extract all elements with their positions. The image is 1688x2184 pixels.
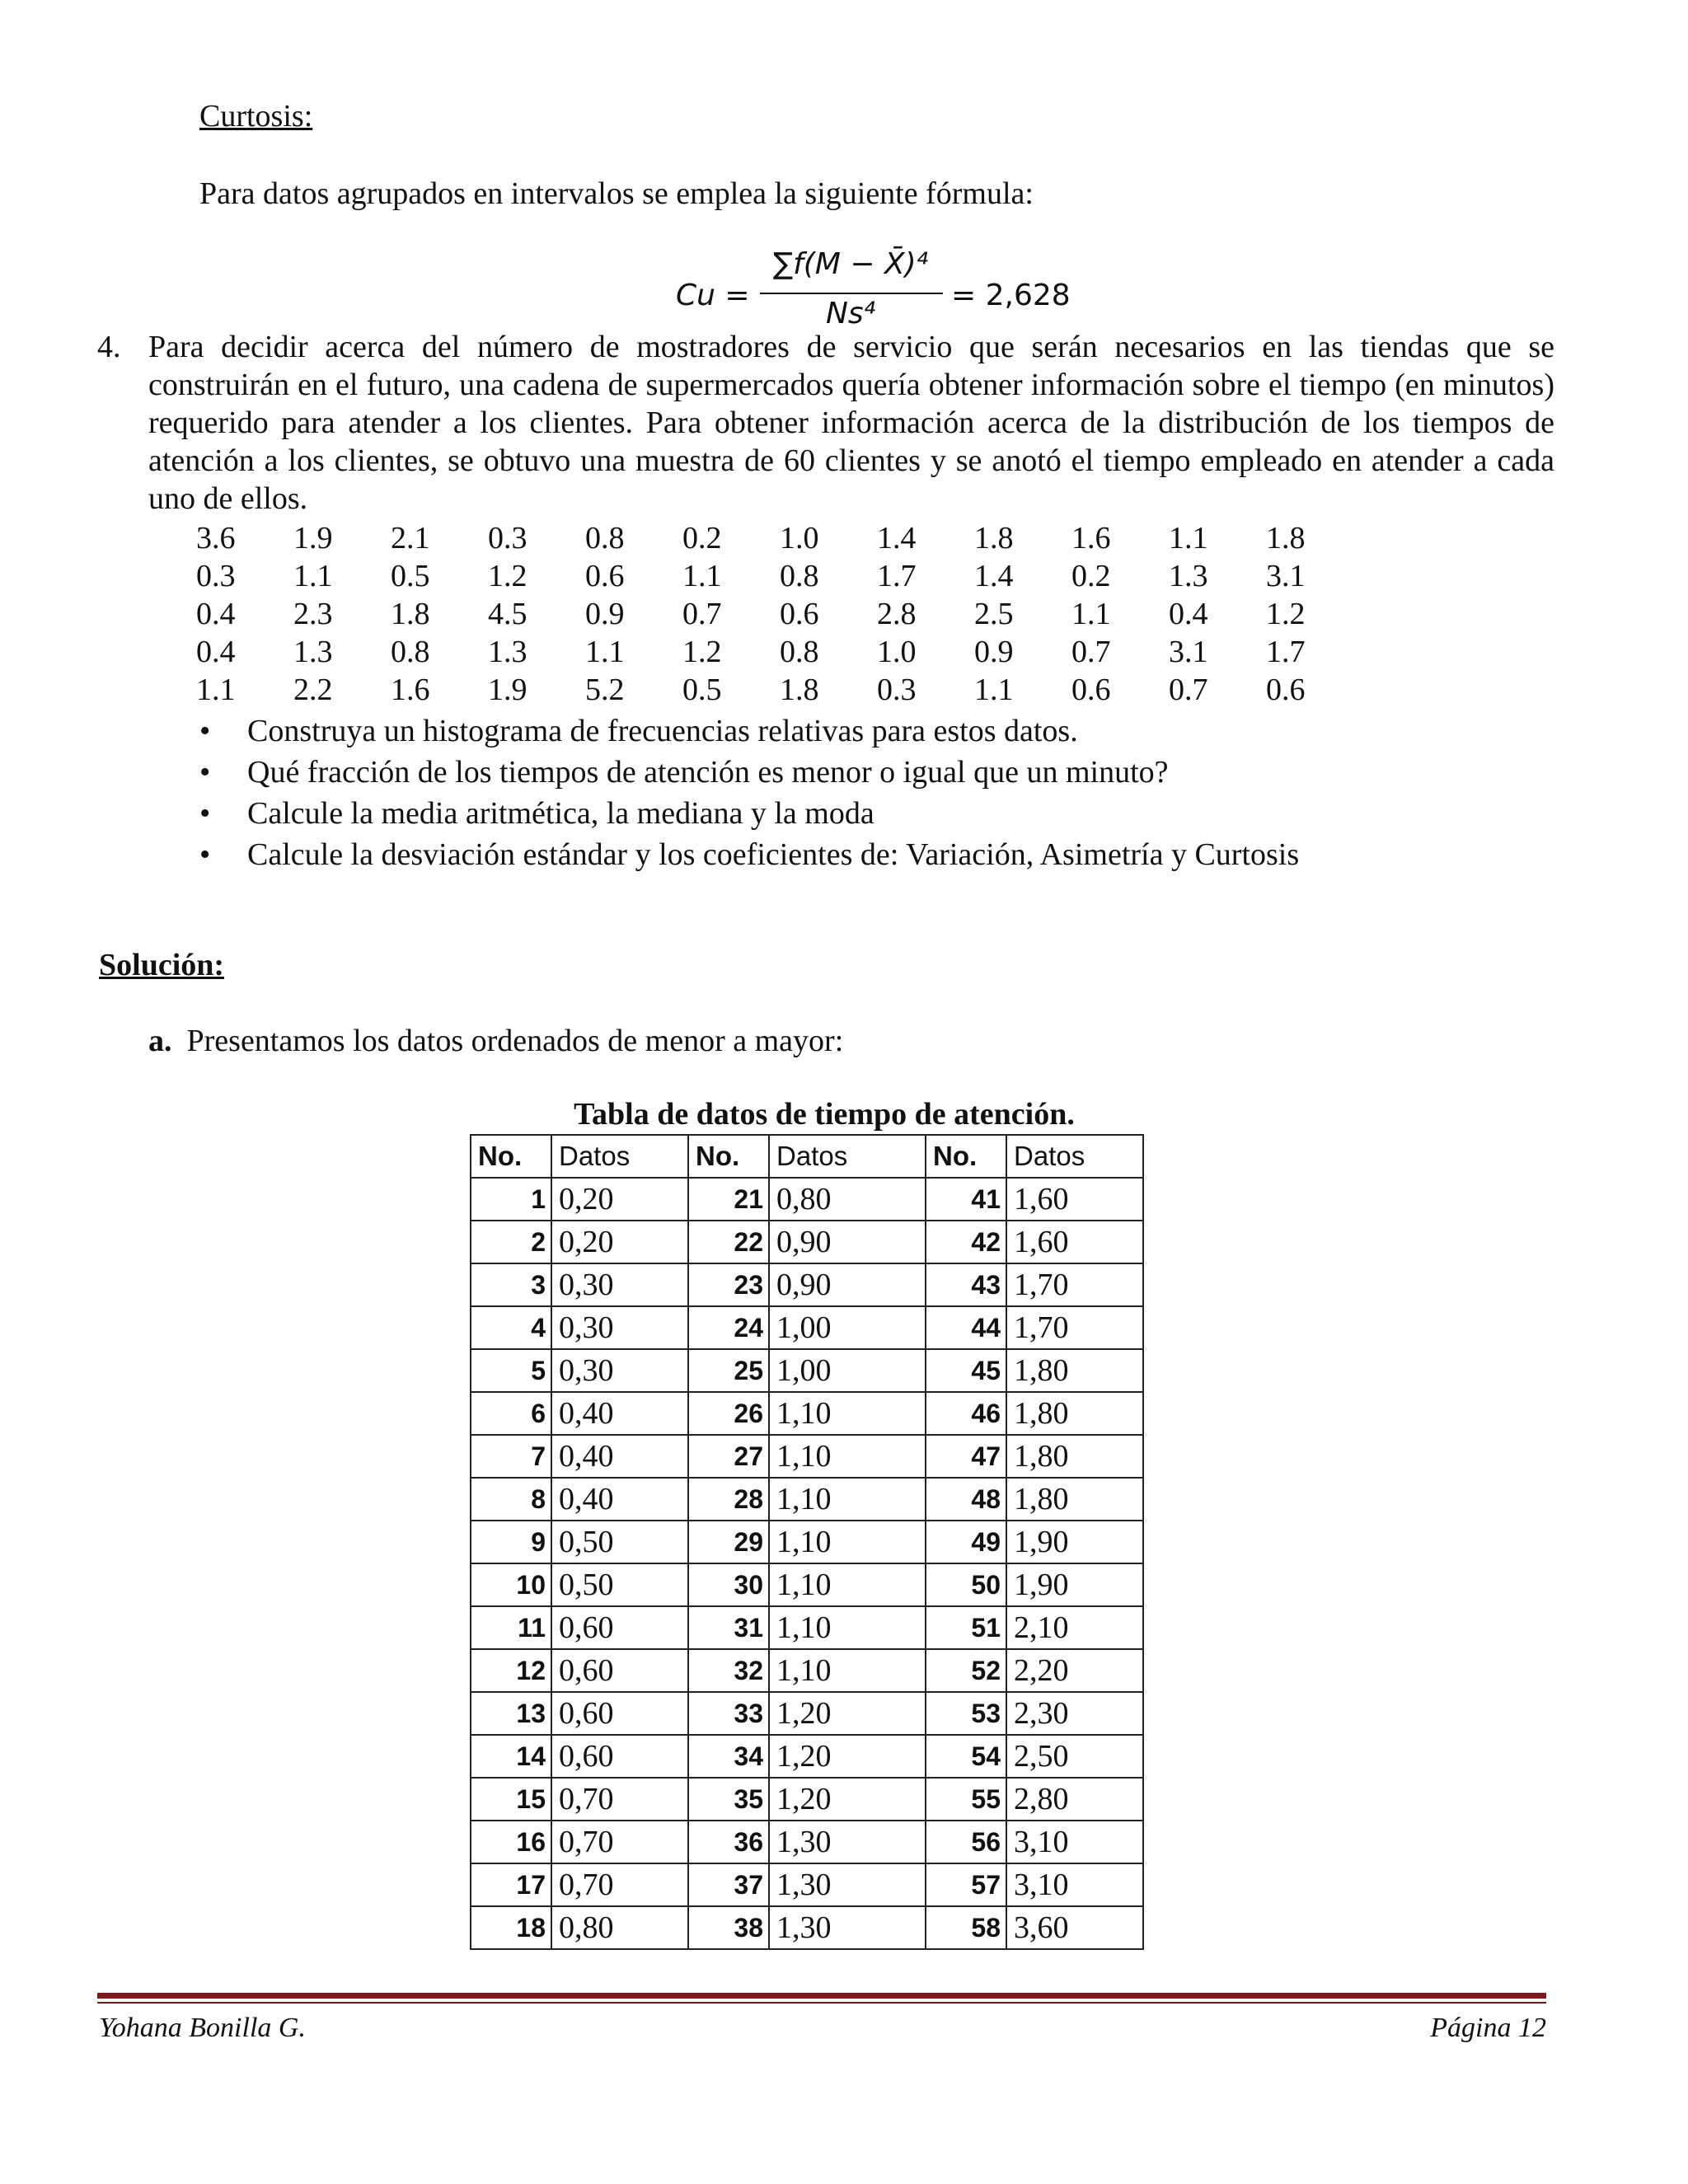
- data-value: 1,10: [769, 1435, 926, 1478]
- data-value: 1,20: [769, 1735, 926, 1778]
- sample-value: 1.6: [391, 673, 430, 707]
- row-number: 21: [688, 1178, 769, 1221]
- sample-row: [196, 671, 1363, 709]
- sample-value: 0.3: [488, 521, 528, 555]
- table-title: Tabla de datos de tiempo de atención.: [574, 1097, 1075, 1132]
- data-value: 1,90: [1006, 1563, 1143, 1606]
- data-value: 3,10: [1006, 1821, 1143, 1863]
- data-value: 1,80: [1006, 1478, 1143, 1521]
- row-number: 54: [926, 1735, 1006, 1778]
- row-number: 2: [471, 1221, 551, 1263]
- sample-value: 1.1: [293, 559, 333, 593]
- row-number: 4: [471, 1306, 551, 1349]
- row-number: 31: [688, 1606, 769, 1649]
- sample-value: 1.2: [1266, 597, 1306, 631]
- sample-value: 0.4: [1169, 597, 1208, 631]
- sample-value: 0.8: [780, 635, 819, 669]
- sample-value: 1.1: [682, 559, 722, 593]
- row-number: 41: [926, 1178, 1006, 1221]
- sample-value: 0.4: [196, 597, 236, 631]
- row-number: 47: [926, 1435, 1006, 1478]
- table-header-row: [471, 1135, 1143, 1178]
- row-number: 57: [926, 1863, 1006, 1906]
- data-value: 0,90: [769, 1263, 926, 1306]
- table-row: [471, 1563, 1143, 1606]
- solucion-heading: Solución:: [99, 948, 225, 982]
- row-number: 49: [926, 1521, 1006, 1563]
- sample-value: 0.9: [585, 597, 625, 631]
- data-value: 1,30: [769, 1906, 926, 1949]
- row-number: 42: [926, 1221, 1006, 1263]
- task-text: Calcule la desviación estándar y los coeficientes de: Variación, Asimetría y Curtosis: [247, 837, 1300, 872]
- row-number: 15: [471, 1778, 551, 1821]
- data-value: 1,00: [769, 1306, 926, 1349]
- row-number: 55: [926, 1778, 1006, 1821]
- data-value: 0,80: [769, 1178, 926, 1221]
- row-number: 13: [471, 1692, 551, 1735]
- data-value: 1,00: [769, 1349, 926, 1392]
- sample-value: 0.3: [196, 559, 236, 593]
- col-header-no: No.: [688, 1135, 769, 1178]
- row-number: 12: [471, 1649, 551, 1692]
- sample-row: [196, 633, 1363, 671]
- table-row: [471, 1863, 1143, 1906]
- row-number: 18: [471, 1906, 551, 1949]
- row-number: 36: [688, 1821, 769, 1863]
- row-number: 16: [471, 1821, 551, 1863]
- task-item: [196, 752, 1299, 793]
- task-item: [196, 710, 1299, 752]
- data-value: 1,60: [1006, 1221, 1143, 1263]
- row-number: 38: [688, 1906, 769, 1949]
- data-value: 0,30: [551, 1306, 688, 1349]
- sample-value: 0.8: [780, 559, 819, 593]
- data-value: 0,80: [551, 1906, 688, 1949]
- row-number: 14: [471, 1735, 551, 1778]
- data-value: 1,70: [1006, 1306, 1143, 1349]
- sample-value: 0.4: [196, 635, 236, 669]
- sample-value: 2.2: [293, 673, 333, 707]
- data-value: 0,40: [551, 1392, 688, 1435]
- sample-value: 0.7: [1071, 635, 1111, 669]
- row-number: 56: [926, 1821, 1006, 1863]
- sample-value: 1.7: [877, 559, 917, 593]
- row-number: 7: [471, 1435, 551, 1478]
- sample-value: 1.4: [877, 521, 917, 555]
- sample-value: 1.2: [682, 635, 722, 669]
- row-number: 10: [471, 1563, 551, 1606]
- data-value: 0,60: [551, 1606, 688, 1649]
- formula-denominator: Ns⁴: [825, 297, 876, 330]
- data-value: 2,20: [1006, 1649, 1143, 1692]
- sample-value: 1.8: [391, 597, 430, 631]
- table-row: [471, 1906, 1143, 1949]
- row-number: 29: [688, 1521, 769, 1563]
- data-value: 0,30: [551, 1349, 688, 1392]
- data-value: 1,10: [769, 1478, 926, 1521]
- footer-rule-thin: [97, 2002, 1546, 2004]
- data-value: 1,30: [769, 1821, 926, 1863]
- task-list: [196, 710, 1299, 875]
- sample-value: 0.7: [682, 597, 722, 631]
- data-value: 3,10: [1006, 1863, 1143, 1906]
- table-row: [471, 1778, 1143, 1821]
- table-row: [471, 1263, 1143, 1306]
- col-header-datos: Datos: [1006, 1135, 1143, 1178]
- sample-value: 0.5: [682, 673, 722, 707]
- row-number: 50: [926, 1563, 1006, 1606]
- row-number: 37: [688, 1863, 769, 1906]
- formula-result: = 2,628: [951, 279, 1071, 312]
- data-value: 0,50: [551, 1521, 688, 1563]
- row-number: 9: [471, 1521, 551, 1563]
- table-row: [471, 1521, 1143, 1563]
- sample-value: 1.9: [488, 673, 528, 707]
- data-value: 0,40: [551, 1435, 688, 1478]
- sample-value: 0.3: [877, 673, 917, 707]
- table-row: [471, 1478, 1143, 1521]
- sample-value: 0.7: [1169, 673, 1208, 707]
- problem-number: 4.: [97, 330, 121, 364]
- col-header-datos: Datos: [769, 1135, 926, 1178]
- data-value: 1,80: [1006, 1392, 1143, 1435]
- row-number: 35: [688, 1778, 769, 1821]
- row-number: 43: [926, 1263, 1006, 1306]
- row-number: 32: [688, 1649, 769, 1692]
- data-value: 3,60: [1006, 1906, 1143, 1949]
- curtosis-heading: Curtosis:: [199, 99, 313, 134]
- data-value: 0,20: [551, 1221, 688, 1263]
- data-value: 1,10: [769, 1649, 926, 1692]
- row-number: 8: [471, 1478, 551, 1521]
- table-row: [471, 1349, 1143, 1392]
- sample-value: 0.6: [1071, 673, 1111, 707]
- step-a-text: Presentamos los datos ordenados de menor a mayor:: [186, 1024, 844, 1058]
- data-value: 1,80: [1006, 1435, 1143, 1478]
- sample-value: 0.9: [974, 635, 1014, 669]
- bullet-icon: •: [199, 755, 211, 790]
- row-number: 33: [688, 1692, 769, 1735]
- row-number: 3: [471, 1263, 551, 1306]
- row-number: 52: [926, 1649, 1006, 1692]
- row-number: 17: [471, 1863, 551, 1906]
- data-value: 1,90: [1006, 1521, 1143, 1563]
- data-value: 1,20: [769, 1692, 926, 1735]
- col-header-datos: Datos: [551, 1135, 688, 1178]
- sample-value: 2.8: [877, 597, 917, 631]
- sample-data-grid: [196, 519, 1363, 709]
- sample-value: 1.3: [1169, 559, 1208, 593]
- table-row: [471, 1606, 1143, 1649]
- sample-value: 2.1: [391, 521, 430, 555]
- sample-value: 0.6: [585, 559, 625, 593]
- data-value: 2,10: [1006, 1606, 1143, 1649]
- row-number: 44: [926, 1306, 1006, 1349]
- sample-value: 0.6: [1266, 673, 1306, 707]
- data-value: 0,20: [551, 1178, 688, 1221]
- task-item: [196, 834, 1299, 875]
- data-value: 0,40: [551, 1478, 688, 1521]
- fraction-bar: [760, 293, 943, 294]
- row-number: 1: [471, 1178, 551, 1221]
- data-value: 1,80: [1006, 1349, 1143, 1392]
- formula-lhs: Cu =: [676, 279, 750, 312]
- formula-numerator: ∑f(M − X̄)⁴: [772, 247, 929, 281]
- sample-value: 1.6: [1071, 521, 1111, 555]
- sample-row: [196, 557, 1363, 595]
- data-value: 1,60: [1006, 1178, 1143, 1221]
- row-number: 22: [688, 1221, 769, 1263]
- data-value: 1,10: [769, 1563, 926, 1606]
- sample-value: 2.3: [293, 597, 333, 631]
- data-value: 0,90: [769, 1221, 926, 1263]
- row-number: 46: [926, 1392, 1006, 1435]
- footer-rule: [97, 1993, 1546, 1999]
- bullet-icon: •: [199, 714, 211, 748]
- row-number: 5: [471, 1349, 551, 1392]
- sample-value: 1.8: [974, 521, 1014, 555]
- sample-value: 1.1: [196, 673, 236, 707]
- table-row: [471, 1692, 1143, 1735]
- data-value: 1,10: [769, 1521, 926, 1563]
- row-number: 26: [688, 1392, 769, 1435]
- data-value: 2,30: [1006, 1692, 1143, 1735]
- sample-value: 2.5: [974, 597, 1014, 631]
- kurtosis-formula: [676, 247, 1104, 338]
- sample-value: 1.3: [293, 635, 333, 669]
- table-row: [471, 1392, 1143, 1435]
- sample-value: 1.1: [974, 673, 1014, 707]
- problem-4: [97, 328, 1554, 518]
- sample-value: 5.2: [585, 673, 625, 707]
- data-value: 1,10: [769, 1392, 926, 1435]
- row-number: 25: [688, 1349, 769, 1392]
- row-number: 24: [688, 1306, 769, 1349]
- row-number: 30: [688, 1563, 769, 1606]
- row-number: 27: [688, 1435, 769, 1478]
- problem-text: Para decidir acerca del número de mostradores de servicio que serán necesarios en las tiendas que se construirán en el futuro, una cadena de supermercados quería obtener información sobre el tiempo (en minutos) requerido para atender a los clientes. Para obtener información acerca de la distribución de los tiempos de atención a los clientes, se obtuvo una muestra de 60 clientes y se anotó el tiempo empleado en atender a cada uno de ellos.: [148, 330, 1554, 516]
- data-value: 2,80: [1006, 1778, 1143, 1821]
- sample-value: 1.1: [585, 635, 625, 669]
- sample-row: [196, 519, 1363, 557]
- sample-value: 0.2: [1071, 559, 1111, 593]
- bullet-icon: •: [199, 796, 211, 831]
- sample-value: 1.8: [780, 673, 819, 707]
- sample-value: 1.1: [1169, 521, 1208, 555]
- data-value: 0,70: [551, 1821, 688, 1863]
- data-value: 1,70: [1006, 1263, 1143, 1306]
- sample-value: 1.0: [780, 521, 819, 555]
- sorted-data-table: [470, 1134, 1144, 1950]
- sample-row: [196, 595, 1363, 633]
- step-a: [148, 1022, 843, 1060]
- sample-value: 1.3: [488, 635, 528, 669]
- sample-value: 0.6: [780, 597, 819, 631]
- task-text: Calcule la media aritmética, la mediana y la moda: [247, 796, 874, 831]
- data-value: 0,50: [551, 1563, 688, 1606]
- sample-value: 1.0: [877, 635, 917, 669]
- footer-author: Yohana Bonilla G.: [99, 2013, 306, 2043]
- row-number: 58: [926, 1906, 1006, 1949]
- data-value: 1,20: [769, 1778, 926, 1821]
- task-item: [196, 793, 1299, 834]
- row-number: 48: [926, 1478, 1006, 1521]
- sample-value: 0.8: [585, 521, 625, 555]
- row-number: 6: [471, 1392, 551, 1435]
- data-value: 0,60: [551, 1692, 688, 1735]
- sample-value: 1.7: [1266, 635, 1306, 669]
- sample-value: 1.8: [1266, 521, 1306, 555]
- row-number: 51: [926, 1606, 1006, 1649]
- sample-value: 1.1: [1071, 597, 1111, 631]
- sample-value: 0.2: [682, 521, 722, 555]
- table-row: [471, 1221, 1143, 1263]
- table-row: [471, 1735, 1143, 1778]
- row-number: 28: [688, 1478, 769, 1521]
- data-value: 0,70: [551, 1863, 688, 1906]
- row-number: 23: [688, 1263, 769, 1306]
- data-value: 1,10: [769, 1606, 926, 1649]
- table-row: [471, 1821, 1143, 1863]
- data-value: 0,60: [551, 1735, 688, 1778]
- sample-value: 1.9: [293, 521, 333, 555]
- col-header-no: No.: [471, 1135, 551, 1178]
- sample-value: 0.5: [391, 559, 430, 593]
- data-value: 1,30: [769, 1863, 926, 1906]
- row-number: 34: [688, 1735, 769, 1778]
- sample-value: 0.8: [391, 635, 430, 669]
- col-header-no: No.: [926, 1135, 1006, 1178]
- sample-value: 4.5: [488, 597, 528, 631]
- data-value: 0,70: [551, 1778, 688, 1821]
- data-value: 2,50: [1006, 1735, 1143, 1778]
- step-a-label: a.: [148, 1024, 172, 1058]
- table-row: [471, 1649, 1143, 1692]
- intro-text: Para datos agrupados en intervalos se emplea la siguiente fórmula:: [199, 176, 1034, 211]
- table-row: [471, 1306, 1143, 1349]
- sample-value: 1.4: [974, 559, 1014, 593]
- data-value: 0,30: [551, 1263, 688, 1306]
- sample-value: 3.1: [1266, 559, 1306, 593]
- sample-value: 3.6: [196, 521, 236, 555]
- table-row: [471, 1178, 1143, 1221]
- row-number: 45: [926, 1349, 1006, 1392]
- table-row: [471, 1435, 1143, 1478]
- sample-value: 3.1: [1169, 635, 1208, 669]
- sample-value: 1.2: [488, 559, 528, 593]
- row-number: 53: [926, 1692, 1006, 1735]
- task-text: Construya un histograma de frecuencias relativas para estos datos.: [247, 714, 1078, 748]
- task-text: Qué fracción de los tiempos de atención es menor o igual que un minuto?: [247, 755, 1169, 790]
- bullet-icon: •: [199, 837, 211, 872]
- data-value: 0,60: [551, 1649, 688, 1692]
- row-number: 11: [471, 1606, 551, 1649]
- footer-page-number: Página 12: [1430, 2013, 1546, 2043]
